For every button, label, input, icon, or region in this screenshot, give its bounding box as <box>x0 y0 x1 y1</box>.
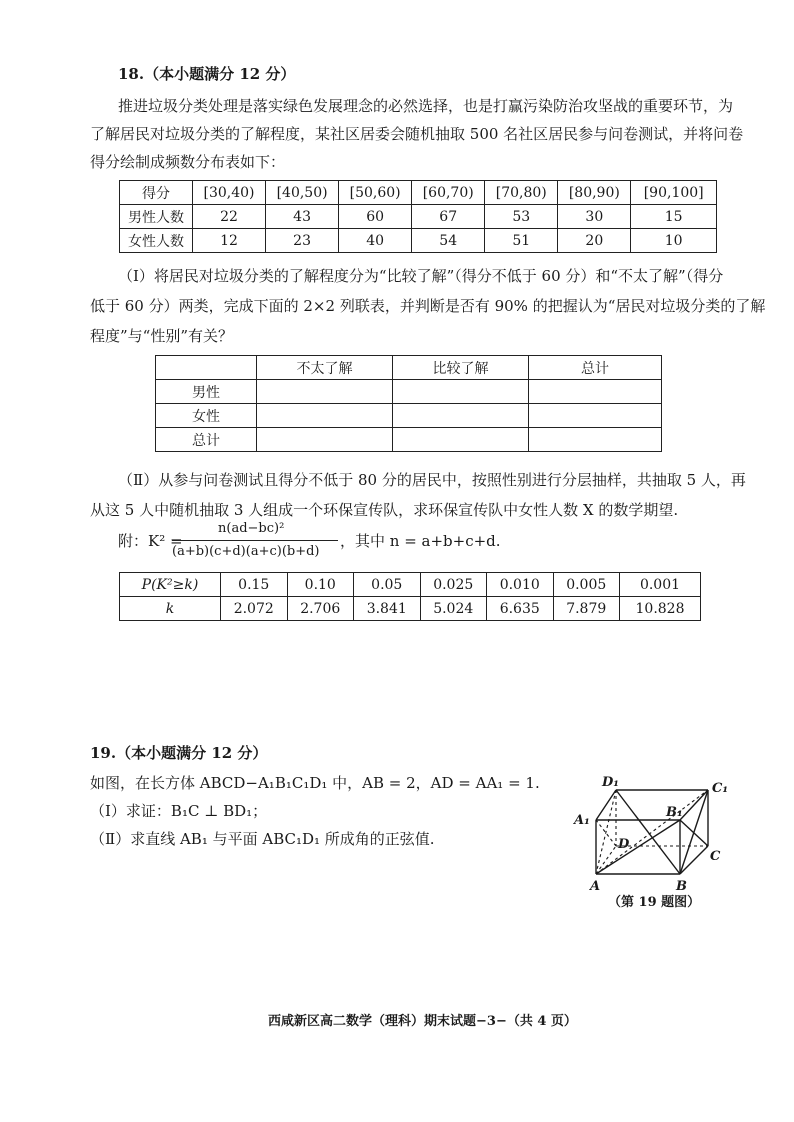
q18-part2-line1: （Ⅱ）从参与问卷测试且得分不低于 80 分的居民中，按照性别进行分层抽样，共抽取 5 人，再 <box>118 471 746 489</box>
count-cell: 60 <box>339 205 412 229</box>
k-value-cell: 5.024 <box>420 597 487 621</box>
frequency-table-corner: 得分 <box>120 181 193 205</box>
k-value-cell: 2.072 <box>221 597 288 621</box>
count-cell: 53 <box>485 205 558 229</box>
p-value-cell: 0.001 <box>620 573 701 597</box>
interval-cell: [30,40) <box>193 181 266 205</box>
interval-cell: [50,60) <box>339 181 412 205</box>
k-value-cell: 6.635 <box>487 597 554 621</box>
hidden-segment-d1-a <box>596 790 616 874</box>
p-value-cell: 0.05 <box>354 573 421 597</box>
p-value-cell: 0.15 <box>221 573 288 597</box>
contingency-row-female <box>156 404 662 428</box>
empty-cell <box>257 428 393 452</box>
empty-cell <box>393 404 529 428</box>
q18-heading: 18.（本小题满分 12 分） <box>118 65 296 83</box>
q19-line2: （Ⅰ）求证：B₁C ⊥ BD₁； <box>90 802 268 820</box>
formula-suffix: ，其中 n = a+b+c+d. <box>340 532 501 550</box>
vertex-label-d1: D₁ <box>602 775 619 790</box>
k-value-cell: 7.879 <box>553 597 620 621</box>
count-cell: 43 <box>266 205 339 229</box>
contingency-header-row <box>156 356 662 380</box>
vertex-label-b1: B₁ <box>666 805 683 820</box>
k-value-cell: 3.841 <box>354 597 421 621</box>
empty-cell <box>257 380 393 404</box>
segment-b-c1 <box>680 790 708 874</box>
interval-cell: [40,50) <box>266 181 339 205</box>
vertex-label-c: C <box>710 849 721 864</box>
contingency-row-label: 女性 <box>156 404 257 428</box>
k-value-cell: 10.828 <box>620 597 701 621</box>
frequency-table-row-female <box>120 229 717 253</box>
interval-cell: [70,80) <box>485 181 558 205</box>
empty-cell <box>393 428 529 452</box>
vertex-label-a1: A₁ <box>574 813 590 828</box>
segment-a-b1 <box>596 820 680 874</box>
edge-c1-b1 <box>680 790 708 820</box>
edge-d1-a1 <box>596 790 616 820</box>
page-footer: 西咸新区高二数学（理科）期末试题−3−（共 4 页） <box>268 1014 577 1029</box>
row-label: 男性人数 <box>120 205 193 229</box>
count-cell: 40 <box>339 229 412 253</box>
q18-part1-line1: （Ⅰ）将居民对垃圾分类的了解程度分为“比较了解”（得分不低于 60 分）和“不太了解”（得分 <box>118 267 724 285</box>
contingency-row-male <box>156 380 662 404</box>
count-cell: 23 <box>266 229 339 253</box>
vertex-label-a: A <box>590 879 601 894</box>
interval-cell: [90,100] <box>631 181 717 205</box>
p-value-cell: 0.010 <box>487 573 554 597</box>
formula-denominator: (a+b)(c+d)(a+c)(b+d) <box>172 544 320 559</box>
count-cell: 30 <box>558 205 631 229</box>
p-value-cell: 0.005 <box>553 573 620 597</box>
contingency-table <box>155 355 662 452</box>
segment-d1-b <box>616 790 680 874</box>
count-cell: 54 <box>412 229 485 253</box>
empty-cell <box>529 428 662 452</box>
k-table-p-row <box>120 573 701 597</box>
q18-part1-line3: 程度”与“性别”有关？ <box>90 327 234 345</box>
formula-prefix: 附：K² = <box>118 532 183 550</box>
q18-part2-line2: 从这 5 人中随机抽取 3 人组成一个环保宣传队，求环保宣传队中女性人数 X 的数学期望. <box>90 501 679 519</box>
frequency-table <box>119 180 717 253</box>
contingency-row-label: 总计 <box>156 428 257 452</box>
vertex-label-b: B <box>676 879 687 894</box>
q19-heading: 19.（本小题满分 12 分） <box>90 744 268 762</box>
contingency-header: 不太了解 <box>257 356 393 380</box>
count-cell: 10 <box>631 229 717 253</box>
figure-caption: （第 19 题图） <box>608 895 701 910</box>
empty-cell <box>393 380 529 404</box>
empty-cell <box>257 404 393 428</box>
p-label: P(K²≥k) <box>120 573 221 597</box>
q18-intro-line1: 推进垃圾分类处理是落实绿色发展理念的必然选择，也是打赢污染防治攻坚战的重要环节，为 <box>118 97 734 115</box>
p-value-cell: 0.025 <box>420 573 487 597</box>
interval-cell: [60,70) <box>412 181 485 205</box>
k-label: k <box>120 597 221 621</box>
p-value-cell: 0.10 <box>287 573 354 597</box>
fraction-bar <box>172 540 338 541</box>
q18-intro-line2: 了解居民对垃圾分类的了解程度，某社区居委会随机抽取 500 名社区居民参与问卷测试，并将问卷 <box>90 125 744 143</box>
contingency-row-label: 男性 <box>156 380 257 404</box>
k-value-cell: 2.706 <box>287 597 354 621</box>
contingency-header: 总计 <box>529 356 662 380</box>
frequency-table-row-male <box>120 205 717 229</box>
cuboid-figure <box>572 770 732 896</box>
count-cell: 15 <box>631 205 717 229</box>
empty-cell <box>529 380 662 404</box>
empty-cell <box>529 404 662 428</box>
frequency-table-header-row <box>120 181 717 205</box>
k-critical-table <box>119 572 701 621</box>
q19-line3: （Ⅱ）求直线 AB₁ 与平面 ABC₁D₁ 所成角的正弦值. <box>90 830 435 848</box>
interval-cell: [80,90) <box>558 181 631 205</box>
count-cell: 20 <box>558 229 631 253</box>
count-cell: 51 <box>485 229 558 253</box>
count-cell: 67 <box>412 205 485 229</box>
q18-intro-line3: 得分绘制成频数分布表如下： <box>90 153 286 171</box>
contingency-header: 比较了解 <box>393 356 529 380</box>
count-cell: 22 <box>193 205 266 229</box>
row-label: 女性人数 <box>120 229 193 253</box>
k-table-k-row <box>120 597 701 621</box>
contingency-row-total <box>156 428 662 452</box>
formula-numerator: n(ad−bc)² <box>218 521 285 536</box>
vertex-label-c1: C₁ <box>712 781 729 796</box>
contingency-corner <box>156 356 257 380</box>
vertex-label-d: D <box>618 837 630 852</box>
q18-part1-line2: 低于 60 分）两类，完成下面的 2×2 列联表，并判断是否有 90% 的把握认为“居民对垃圾分类的了解 <box>90 297 766 315</box>
count-cell: 12 <box>193 229 266 253</box>
q19-line1: 如图，在长方体 ABCD−A₁B₁C₁D₁ 中，AB = 2，AD = AA₁ = 1. <box>90 774 540 792</box>
